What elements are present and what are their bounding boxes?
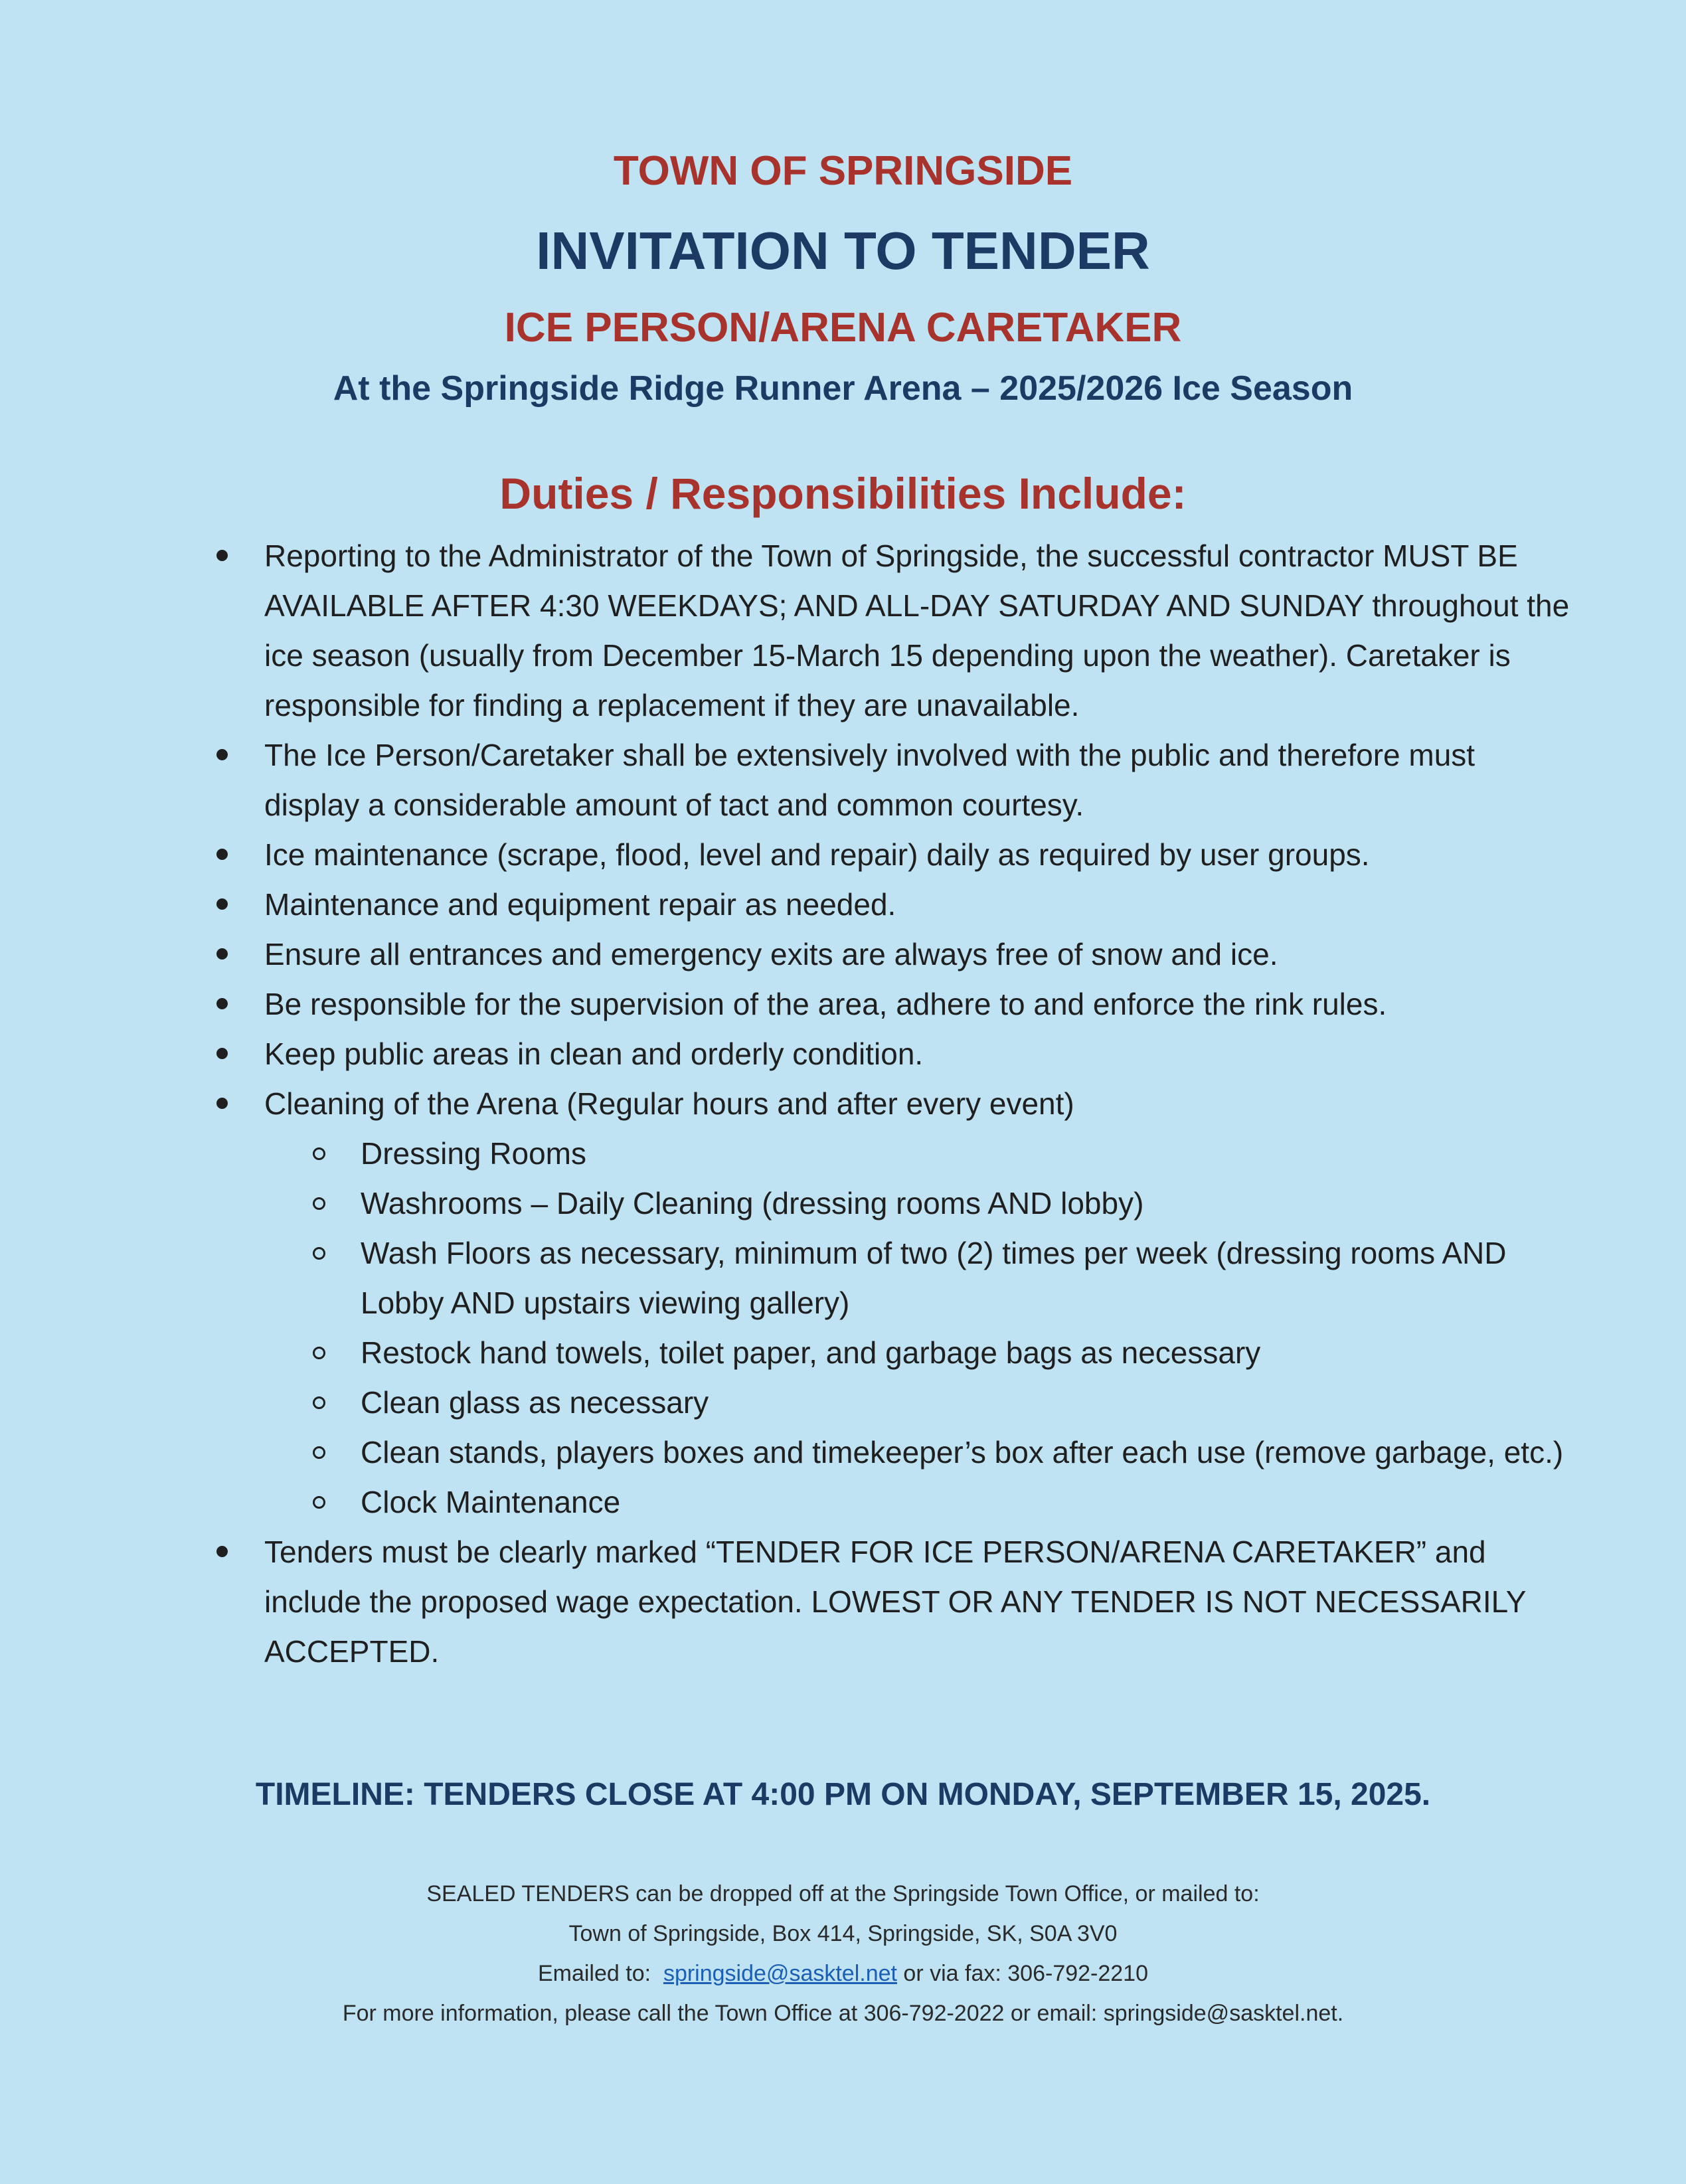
sub-list-item-text: Clean stands, players boxes and timekeeper’s box after each use (remove garbage, etc.)	[361, 1435, 1564, 1470]
list-item	[0, 1079, 1572, 1129]
bullet-icon	[216, 1048, 228, 1059]
timeline-deadline: TIMELINE: TENDERS CLOSE AT 4:00 PM ON MONDAY, SEPTEMBER 15, 2025.	[255, 1777, 1431, 1812]
sub-list-item-text: Clock Maintenance	[361, 1485, 621, 1519]
list-item-text: Be responsible for the supervision of the area, adhere to and enforce the rink rules.	[264, 987, 1387, 1021]
bullet-icon	[216, 1098, 228, 1109]
bullet-icon	[216, 1546, 228, 1557]
circle-bullet-icon	[313, 1446, 325, 1459]
location-subtitle: At the Springside Ridge Runner Arena – 2025/2026 Ice Season	[333, 369, 1353, 408]
bullet-icon	[216, 998, 228, 1009]
circle-bullet-icon	[313, 1147, 325, 1160]
email-link[interactable]: springside@sasktel.net	[663, 1961, 897, 1986]
sub-list-item-text: Washrooms – Daily Cleaning (dressing rooms AND lobby)	[361, 1186, 1144, 1220]
circle-bullet-icon	[313, 1396, 325, 1409]
contact-line-drop-off: SEALED TENDERS can be dropped off at the Springside Town Office, or mailed to:	[426, 1881, 1260, 1906]
list-item	[0, 830, 1572, 880]
list-item-text: Ice maintenance (scrape, flood, level and repair) daily as required by user groups.	[264, 837, 1370, 872]
circle-bullet-icon	[313, 1496, 325, 1509]
sub-list-item	[0, 1428, 1576, 1477]
contact-line-info: For more information, please call the Town Office at 306-792-2022 or email: springside@sasktel.net.	[342, 2001, 1344, 2026]
list-item	[0, 979, 1572, 1029]
bullet-icon	[216, 849, 228, 860]
sub-list-item-text: Restock hand towels, toilet paper, and garbage bags as necessary	[361, 1335, 1261, 1370]
list-item-text: Keep public areas in clean and orderly condition.	[264, 1037, 924, 1071]
bullet-icon	[216, 749, 228, 760]
bullet-icon	[216, 550, 228, 561]
email-suffix: or via fax: 306-792-2210	[896, 1961, 1149, 1986]
email-prefix: Emailed to:	[537, 1961, 663, 1986]
list-item	[0, 1527, 1572, 1677]
contact-line-address: Town of Springside, Box 414, Springside, SK, S0A 3V0	[568, 1921, 1118, 1946]
list-item-text: Reporting to the Administrator of the Town of Springside, the successful contractor MUST BE AVAILABLE AFTER 4:30 WEEKDAYS; AND ALL-DAY SATURDAY AND SUNDAY throughout the ice season (usually from December 15-March 15 depending upon the weather). Caretaker is responsible for finding a replacement if they are unavailable.	[264, 539, 1570, 722]
sub-list-item	[0, 1378, 1576, 1428]
sub-list-item-text: Dressing Rooms	[361, 1136, 586, 1171]
circle-bullet-icon	[313, 1197, 325, 1210]
list-item-text: The Ice Person/Caretaker shall be extensively involved with the public and therefore must display a considerable amount of tact and common courtesy.	[264, 738, 1475, 822]
list-item-text: Cleaning of the Arena (Regular hours and after every event)	[264, 1086, 1074, 1121]
sub-list-item	[0, 1328, 1576, 1378]
list-item	[0, 1029, 1572, 1079]
sub-list-item	[0, 1179, 1576, 1228]
circle-bullet-icon	[313, 1347, 325, 1359]
sub-list-item-text: Clean glass as necessary	[361, 1385, 709, 1420]
duties-list	[0, 531, 1686, 1677]
contact-line-email	[0, 1954, 1686, 1993]
position-title: ICE PERSON/ARENA CARETAKER	[504, 305, 1182, 351]
list-item-text: Maintenance and equipment repair as needed.	[264, 887, 896, 922]
circle-bullet-icon	[313, 1247, 325, 1260]
list-item	[0, 880, 1572, 930]
list-item	[0, 531, 1572, 730]
town-name: TOWN OF SPRINGSIDE	[613, 148, 1073, 194]
contact-block	[0, 1874, 1686, 2033]
page-title: INVITATION TO TENDER	[536, 221, 1150, 280]
list-item	[0, 930, 1572, 979]
duties-heading: Duties / Responsibilities Include:	[499, 469, 1187, 518]
sub-list-item	[0, 1228, 1576, 1328]
list-item-text: Tenders must be clearly marked “TENDER FOR ICE PERSON/ARENA CARETAKER” and include the proposed wage expectation. LOWEST OR ANY TENDER IS NOT NECESSARILY ACCEPTED.	[264, 1535, 1526, 1669]
bullet-icon	[216, 898, 228, 910]
sub-list-item	[0, 1477, 1576, 1527]
bullet-icon	[216, 948, 228, 960]
list-item-text: Ensure all entrances and emergency exits are always free of snow and ice.	[264, 937, 1278, 971]
sub-list-item	[0, 1129, 1576, 1179]
list-item	[0, 730, 1572, 830]
sub-list-item-text: Wash Floors as necessary, minimum of two (2) times per week (dressing rooms AND Lobby AND upstairs viewing gallery)	[361, 1236, 1507, 1320]
